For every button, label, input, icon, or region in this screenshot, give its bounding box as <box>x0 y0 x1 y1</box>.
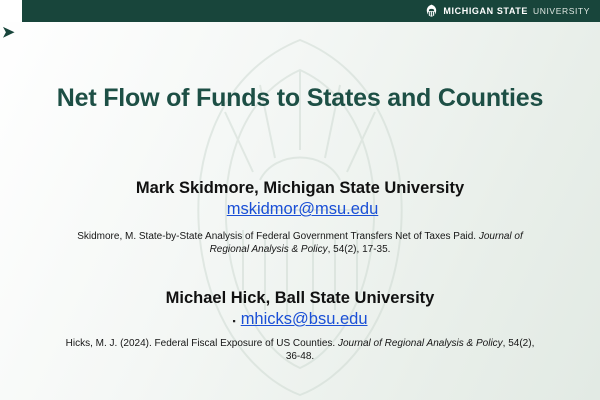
author-email-link-1[interactable]: mskidmor@msu.edu <box>226 200 379 218</box>
author-email-line-2 <box>0 310 600 330</box>
chevron-right-icon: ➤ <box>2 24 15 41</box>
author-email-link-2[interactable]: mhicks@bsu.edu <box>240 310 368 328</box>
header-notch <box>0 0 22 22</box>
author-email-line-1 <box>0 200 600 219</box>
citation-1-pre: Skidmore, M. State-by-State Analysis of Federal Government Transfers Net of Taxes Paid. <box>77 231 479 242</box>
spartan-helmet-icon <box>425 4 438 17</box>
brand-subname: UNIVERSITY <box>532 5 590 16</box>
author-name-1: Mark Skidmore, Michigan State University <box>135 179 465 197</box>
citation-1-post: , 54(2), 17-35. <box>327 244 391 255</box>
bullet-marker-2: ▪ <box>232 316 236 326</box>
author-block-1 <box>0 178 600 219</box>
citation-1-journal: Journal of Regional Analysis & Policy <box>209 231 523 255</box>
citation-2-pre: Hicks, M. J. (2024). Federal Fiscal Exposure of US Counties. <box>65 338 338 349</box>
citation-1 <box>60 230 540 256</box>
citation-2-journal: Journal of Regional Analysis & Policy <box>337 338 503 349</box>
university-brand <box>425 4 590 17</box>
author-name-2: Michael Hick, Ball State University <box>165 289 435 307</box>
page-title: Net Flow of Funds to States and Counties <box>56 84 544 112</box>
brand-name: MICHIGAN STATE <box>443 5 528 16</box>
header-bar <box>0 0 600 22</box>
citation-2-post: , 54(2), 36-48. <box>285 338 535 362</box>
author-block-2 <box>0 288 600 330</box>
citation-2 <box>60 337 540 363</box>
